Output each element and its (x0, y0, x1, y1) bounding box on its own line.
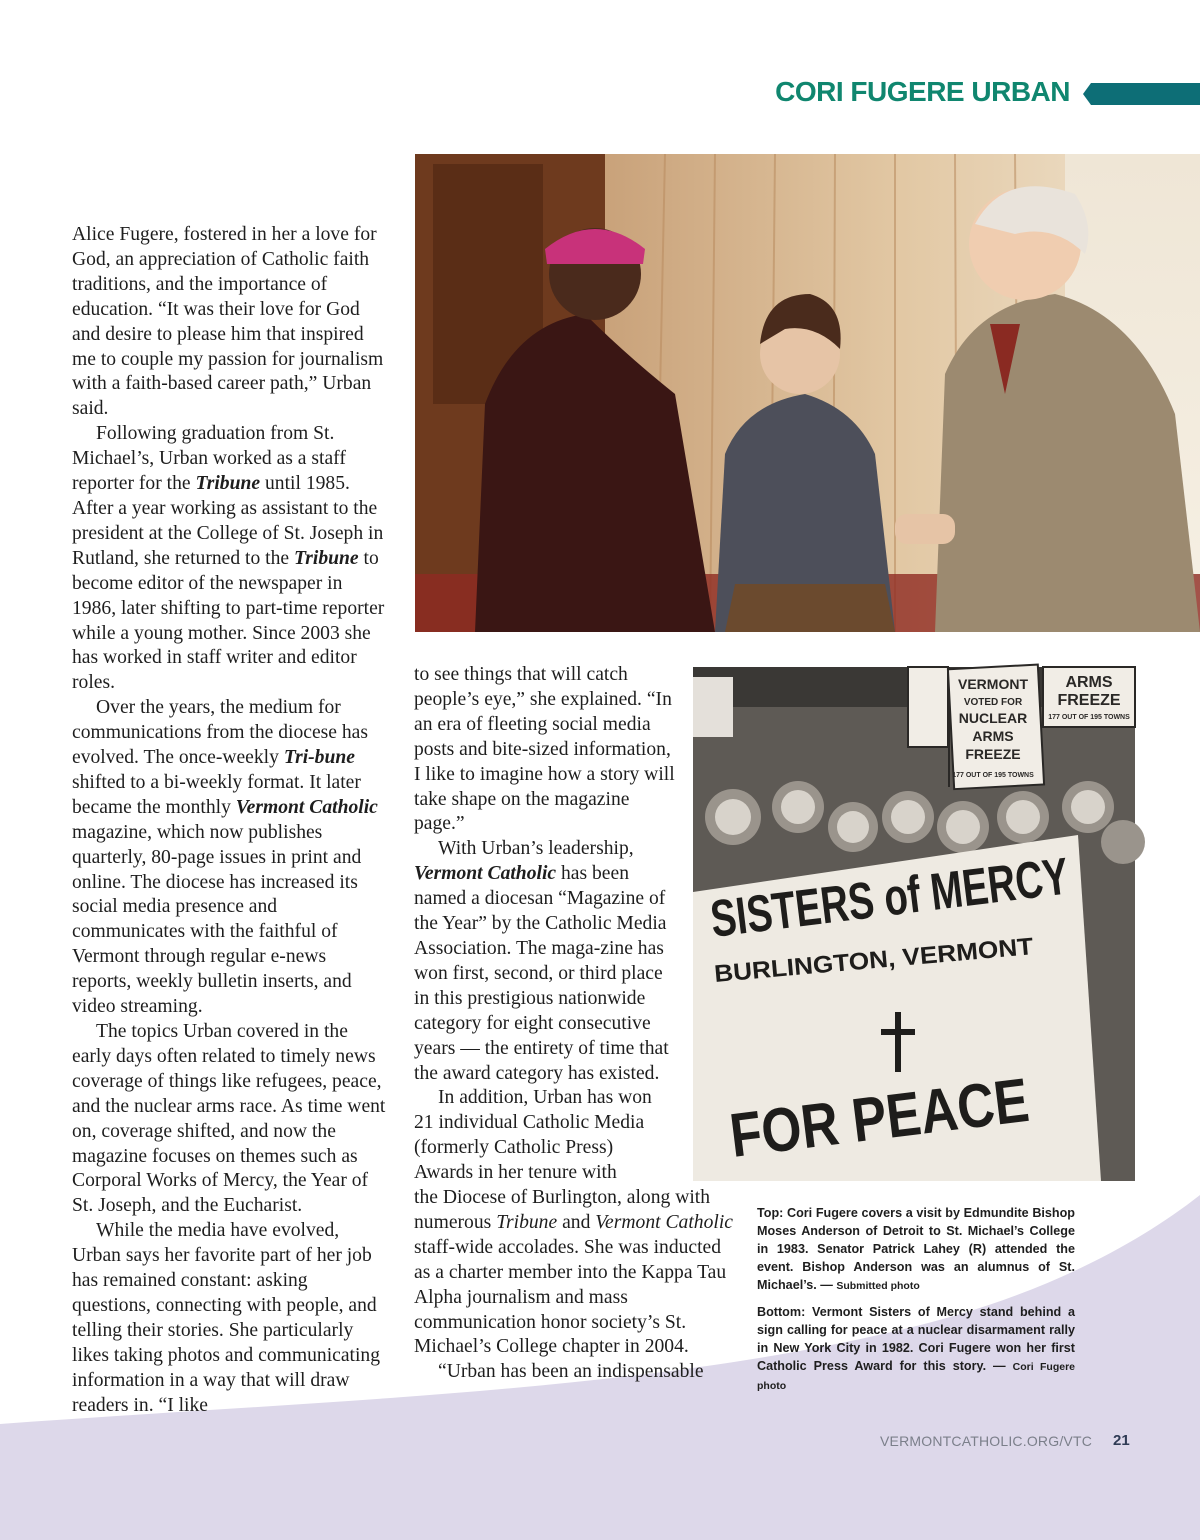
svg-text:VERMONT: VERMONT (958, 676, 1028, 692)
svg-text:ARMS: ARMS (972, 728, 1014, 744)
footer-url: VERMONTCATHOLIC.ORG/VTC (880, 1433, 1093, 1449)
svg-text:177 OUT OF 195 TOWNS: 177 OUT OF 195 TOWNS (1048, 714, 1130, 721)
page-number: 21 (1113, 1432, 1130, 1449)
svg-text:FREEZE: FREEZE (965, 746, 1021, 762)
section-title: CORI FUGERE URBAN (775, 76, 1070, 107)
paragraph: With Urban’s leadership, Vermont Catholic has been named a diocesan “Magazine of the Year” by the Catholic Media Association. The maga-zine has won first, second, or third place in this prestigious nationwide category for eight consecutive years — the entirety of time that the award category has existed. (414, 838, 669, 1084)
paragraph: While the media have evolved, Urban says her favorite part of her job has remained constant: asking questions, connecting with people, and telling their stories. She particularly likes taking photos and communicating information in a way that will draw readers in. “I like (72, 1220, 381, 1416)
photo-bishop-visit (415, 154, 1200, 632)
photo-credit: Submitted photo (836, 1280, 920, 1292)
protest-sign-right (1043, 667, 1135, 727)
svg-text:FREEZE: FREEZE (1057, 692, 1121, 709)
svg-text:BURLINGTON, VERMONT: BURLINGTON, VERMONT (713, 935, 1008, 988)
svg-text:VOTED FOR: VOTED FOR (963, 697, 1023, 708)
article-column-1 (72, 223, 390, 1419)
paragraph: the Diocese of Burlington, along with numerous Tribune and Vermont Catholic staff-wide accolades. She was inducted as a charter member into the Kappa Tau Alpha journalism and mass communication honor society’s St. Michael’s College chapter in 2004. (414, 1187, 733, 1358)
photo-captions (757, 1204, 1075, 1403)
article-column-2 (414, 663, 736, 1385)
caption-bottom: Bottom: Vermont Sisters of Mercy stand behind a sign calling for peace at a nuclear disarmament rally in New York City in 1982. Cori Fugere won her first Catholic Press Award for this story. — Cori Fugere photo (757, 1305, 1076, 1392)
protest-sign-left (948, 665, 1044, 790)
svg-text:NUCLEAR: NUCLEAR (958, 710, 1028, 726)
paragraph: Following graduation from St. Michael’s, Urban worked as a staff reporter for the Tribune until 1985. After a year working as assistant to the president at the College of St. Joseph in Rutland, she returned to the Tribune to become editor of the newspaper in 1986, later shifting to part-time reporter while a young mother. Since 2003 she has worked in staff writer and editor roles. (72, 423, 385, 694)
paragraph: Over the years, the medium for communications from the diocese has evolved. The once-weekly Tri-bune shifted to a bi-weekly format. It later became the monthly Vermont Catholic magazine, which now publishes quarterly, 80-page issues in print and online. The diocese has increased its social media presence and communicates with the faithful of Vermont through regular e-news reports, weekly bulletin inserts, and video streaming. (72, 697, 378, 1018)
paragraph: Alice Fugere, fostered in her a love for God, an appreciation of Catholic faith traditions, and the importance of education. “It was their love for God and desire to please him that inspired me to couple my passion for journalism with a faith-based career path,” Urban said. (72, 224, 384, 420)
photo-sisters-of-mercy-rally (693, 667, 1200, 1181)
paragraph: The topics Urban covered in the early days often related to timely news coverage of things like refugees, peace, and the nuclear arms race. As time went on, coverage shifted, and now the magazine focuses on themes such as Corporal Works of Mercy, the Year of St. Joseph, and the Eucharist. (72, 1021, 386, 1217)
photo-credit: Cori Fugere photo (757, 1361, 1076, 1392)
paragraph: In addition, Urban has won 21 individual Catholic Media (formerly Catholic Press) Awards in her tenure with (414, 1087, 652, 1184)
paragraph: to see things that will catch people’s eye,” she explained. “In an era of fleeting social media posts and bite-sized information, I like to imagine how a story will take shape on the magazine page.” (414, 664, 675, 835)
svg-text:SISTERS of MERCY: SISTERS of MERCY (707, 831, 1200, 949)
paragraph: “Urban has been an indispensable (438, 1361, 704, 1383)
svg-text:FOR PEACE: FOR PEACE (726, 1058, 1094, 1171)
caption-top: Top: Cori Fugere covers a visit by Edmundite Bishop Moses Anderson of Detroit to St. Michael’s College in 1983. Senator Patrick Lahey (R) attended the event. Bishop Anderson was an alumnus of St. Michael’s. — Submitted photo (757, 1206, 1075, 1292)
svg-text:ARMS: ARMS (1065, 674, 1113, 691)
svg-text:177 OUT OF 195 TOWNS: 177 OUT OF 195 TOWNS (952, 772, 1034, 779)
section-tab-marker (1083, 83, 1200, 105)
